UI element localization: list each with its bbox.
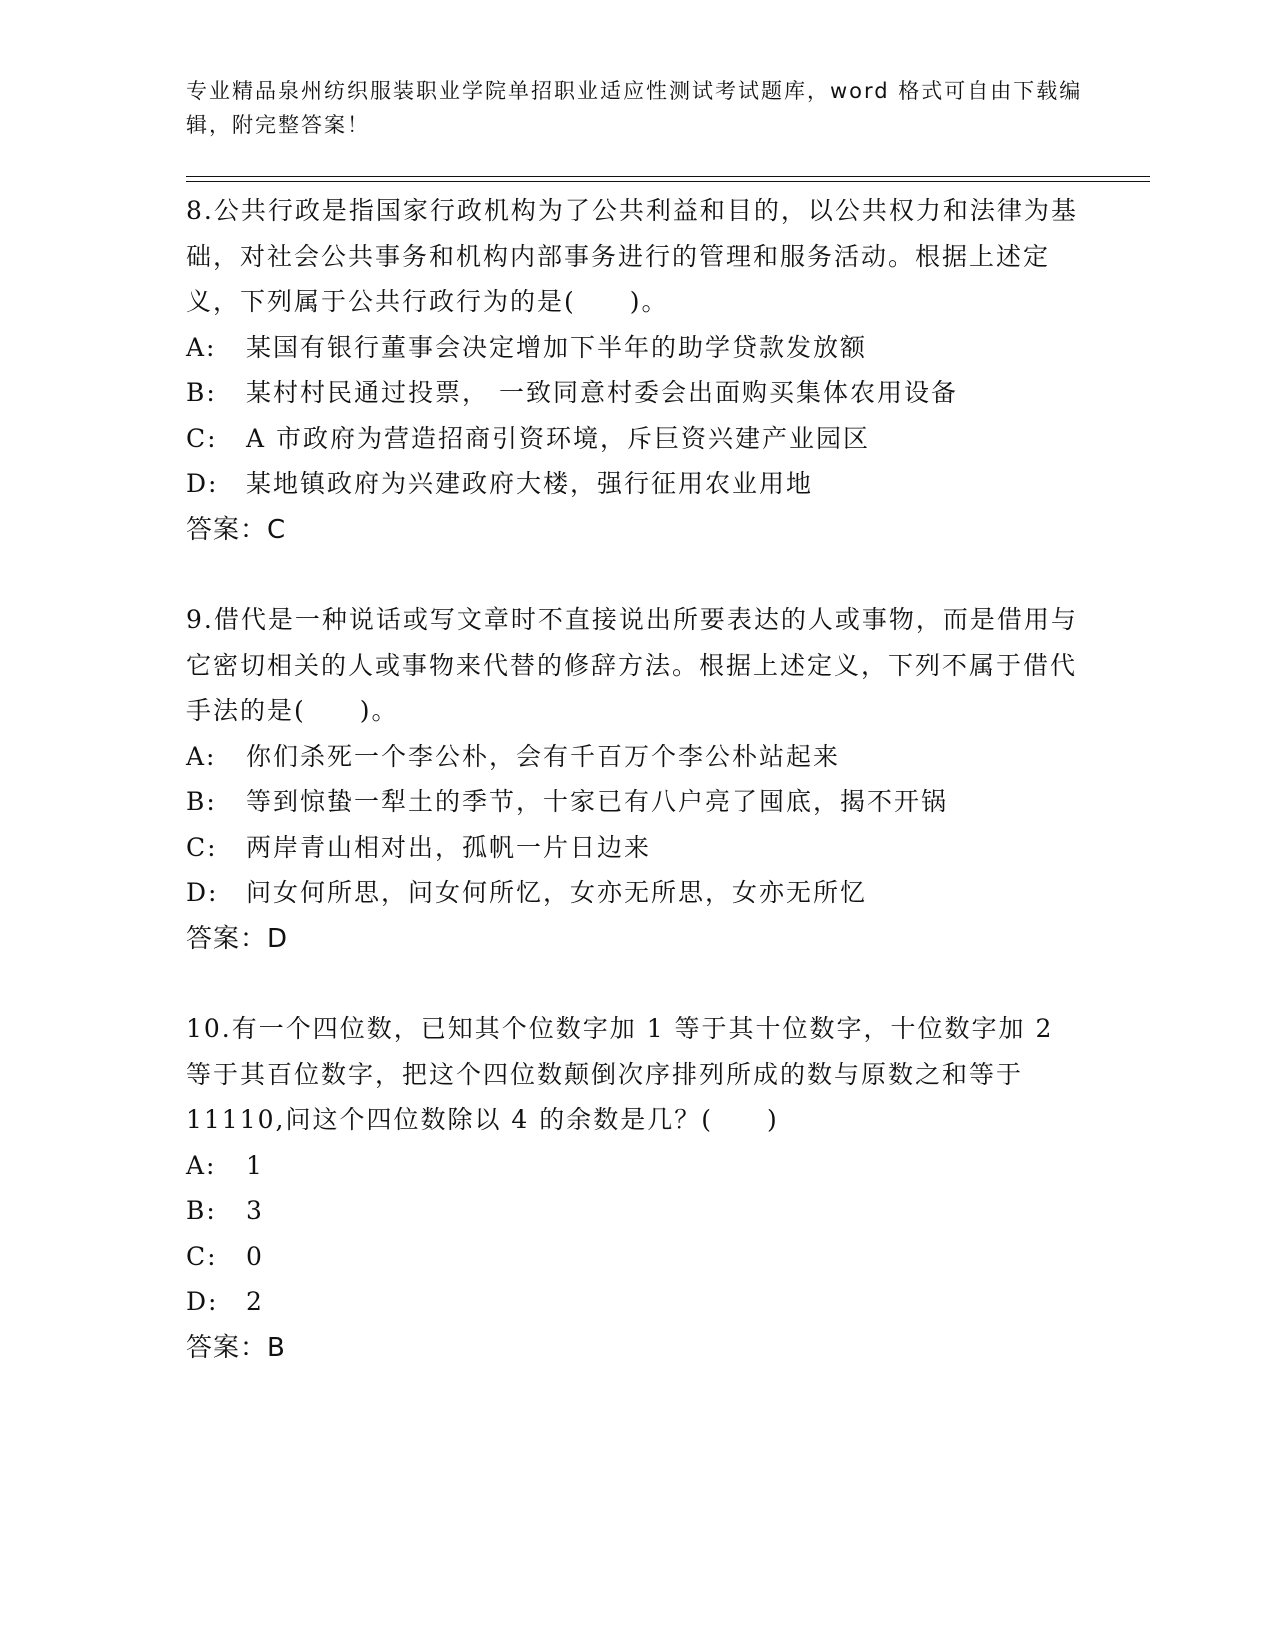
option-letter: A:: [186, 741, 217, 771]
option-text: 你们杀死一个李公朴，会有千百万个李公朴站起来: [246, 741, 841, 771]
option-text: 两岸青山相对出，孤帆一片日边来: [246, 832, 652, 862]
option-a: [186, 734, 1086, 780]
header-rule-top: [186, 176, 1150, 177]
option-b: [186, 779, 1086, 825]
option-a: [186, 1143, 1086, 1189]
option-letter: D:: [186, 878, 219, 907]
question-stem: 8.公共行政是指国家行政机构为了公共利益和目的，以公共权力和法律为基础，对社会公共事务和机构内部事务进行的管理和服务活动。根据上述定义，下列属于公共行政行为的是( )。: [186, 196, 1078, 316]
option-letter: C:: [186, 423, 218, 453]
option-d: [186, 461, 1086, 507]
question-8: [186, 188, 1086, 553]
option-text: 3: [246, 1196, 264, 1225]
answer-line: 答案：D: [186, 923, 289, 954]
option-b: [186, 370, 1086, 416]
question-9: [186, 597, 1086, 962]
option-a: [186, 325, 1086, 371]
option-letter: B:: [186, 1196, 217, 1225]
option-letter: A:: [186, 1150, 217, 1180]
option-text: 某国有银行董事会决定增加下半年的助学贷款发放额: [246, 332, 868, 362]
question-10: [186, 1006, 1086, 1371]
option-d: [186, 870, 1086, 916]
question-stem: 10.有一个四位数，已知其个位数字加 1 等于其十位数字，十位数字加 2 等于其百位数字，把这个四位数颠倒次序排列所成的数与原数之和等于 11110,问这个四位数除以 4 的余数是几？( ): [186, 1014, 1054, 1134]
option-c: [186, 416, 1086, 462]
option-text: 等到惊蛰一犁土的季节，十家已有八户亮了囤底，揭不开锅: [246, 787, 949, 816]
option-text: 2: [246, 1287, 264, 1316]
option-text: 某村村民通过投票， 一致同意村委会出面购买集体农用设备: [246, 378, 958, 407]
header-rule-bottom: [186, 181, 1150, 182]
option-text: 1: [246, 1150, 264, 1180]
document-header: 专业精品泉州纺织服装职业学院单招职业适应性测试考试题库，word 格式可自由下载编辑，附完整答案！: [186, 79, 1083, 137]
option-text: 某地镇政府为兴建政府大楼，强行征用农业用地: [246, 469, 814, 498]
option-letter: C:: [186, 832, 218, 862]
option-text: A 市政府为营造招商引资环境，斥巨资兴建产业园区: [246, 423, 871, 453]
option-letter: C:: [186, 1241, 218, 1271]
option-d: [186, 1279, 1086, 1325]
answer-line: 答案：C: [186, 514, 287, 545]
answer-line: 答案：B: [186, 1332, 286, 1363]
option-c: [186, 825, 1086, 871]
option-text: 0: [246, 1241, 264, 1271]
option-letter: A:: [186, 332, 217, 362]
question-stem: 9.借代是一种说话或写文章时不直接说出所要表达的人或事物，而是借用与它密切相关的人或事物来代替的修辞方法。根据上述定义，下列不属于借代手法的是( )。: [186, 605, 1078, 725]
option-letter: D:: [186, 469, 219, 498]
option-letter: B:: [186, 378, 217, 407]
option-b: [186, 1188, 1086, 1234]
option-letter: D:: [186, 1287, 219, 1316]
option-text: 问女何所思，问女何所忆，女亦无所思，女亦无所忆: [246, 878, 868, 907]
option-letter: B:: [186, 787, 217, 816]
option-c: [186, 1234, 1086, 1280]
